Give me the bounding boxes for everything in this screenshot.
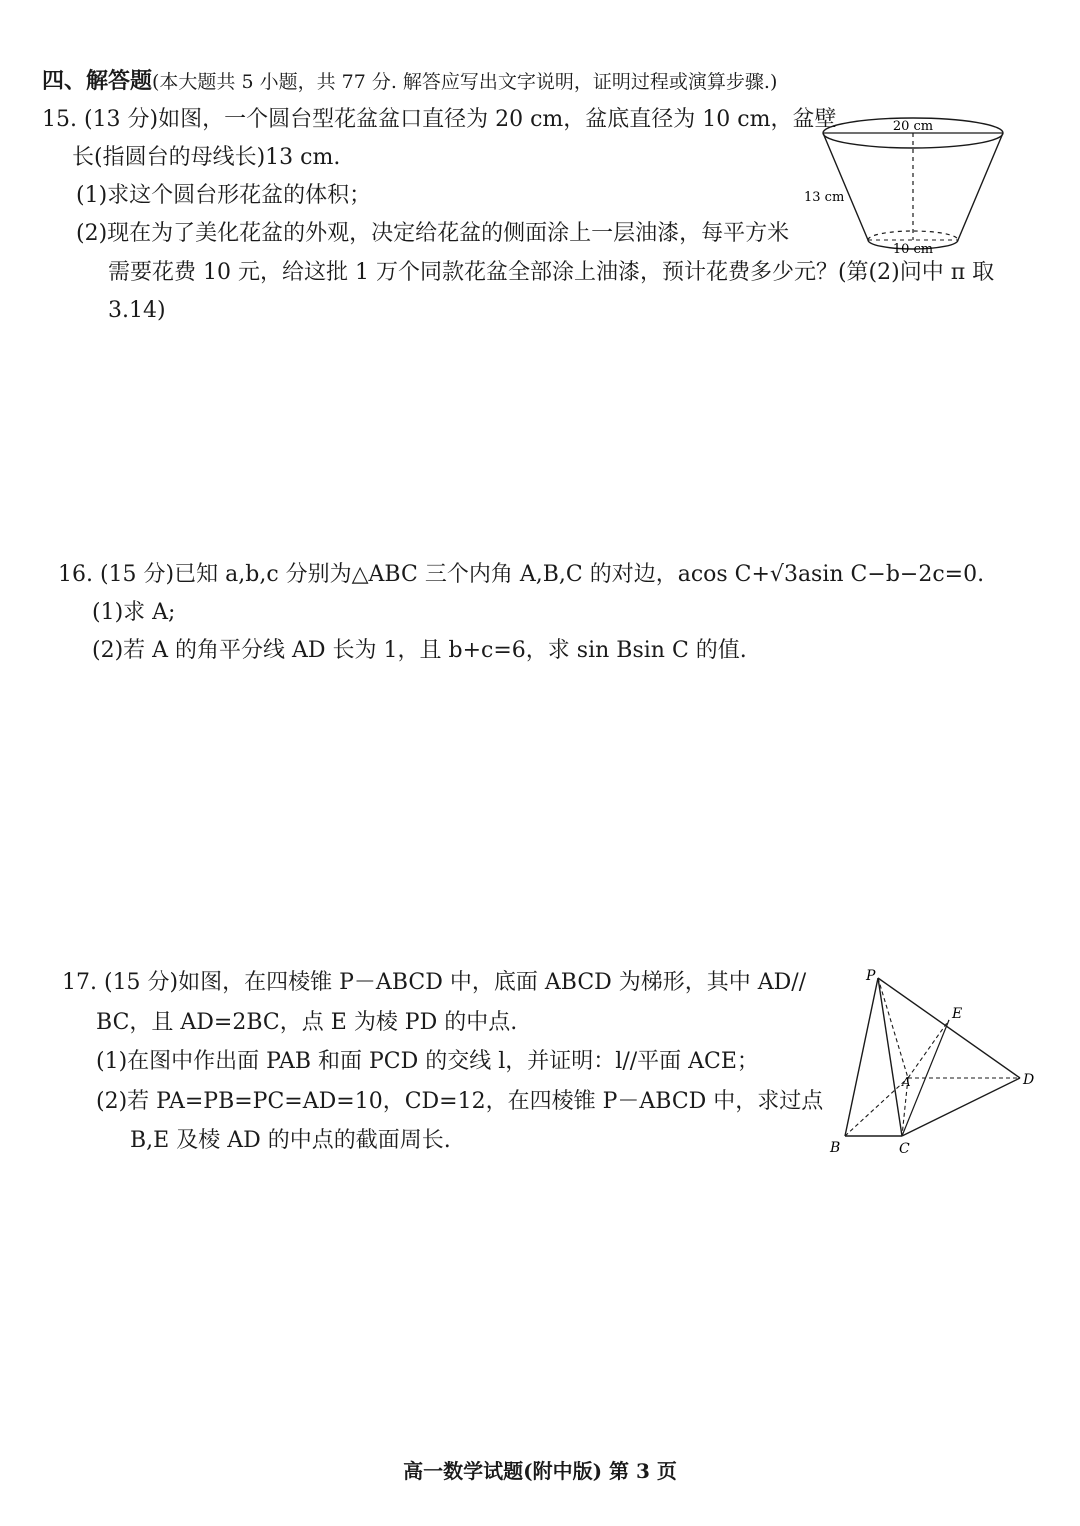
q17-part1: (1)在图中作出面 PAB 和面 PCD 的交线 l，并证明：l//平面 ACE； (96, 1049, 759, 1074)
frustum-side-label: 13 cm (804, 190, 845, 205)
page-footer: 高一数学试题(附中版) 第 3 页 (403, 1459, 677, 1483)
q15-line1: 15. (13 分)如图，一个圆台型花盆盆口直径为 20 cm，盆底直径为 10 cm，盆壁 (42, 107, 837, 132)
label-E: E (952, 1006, 963, 1022)
q17-line2: BC，且 AD=2BC，点 E 为棱 PD 的中点. (96, 1010, 518, 1035)
q17-line1: 17. (15 分)如图，在四棱锥 P－ABCD 中，底面 ABCD 为梯形，其中 AD// (62, 970, 807, 995)
label-A: A (902, 1075, 911, 1089)
q17-part2-line1: (2)若 PA=PB=PC=AD=10，CD=12，在四棱锥 P－ABCD 中，求过点 (96, 1089, 824, 1114)
q15-part1: (1)求这个圆台形花盆的体积； (76, 183, 372, 208)
q15-part2-line2: 需要花费 10 元，给这批 1 万个同款花盆全部涂上油漆，预计花费多少元？(第(2)问中 π 取 (108, 260, 995, 285)
frustum-top-label: 20 cm (892, 119, 934, 134)
label-D: D (1023, 1072, 1035, 1088)
q16-part1: (1)求 A; (92, 600, 176, 625)
frustum-figure (790, 100, 1030, 265)
section-note: (本大题共 5 小题，共 77 分. 解答应写出文字说明，证明过程或演算步骤.) (152, 71, 778, 93)
section-header (42, 66, 777, 97)
label-B: B (830, 1140, 841, 1156)
pyramid-figure (820, 960, 1040, 1160)
q16-line1: 16. (15 分)已知 a,b,c 分别为△ABC 三个内角 A,B,C 的对边，acos C+√3asin C−b−2c=0. (58, 562, 985, 587)
q16-part2: (2)若 A 的角平分线 AD 长为 1，且 b+c=6，求 sin Bsin C 的值. (92, 638, 747, 663)
q15-part2-line1: (2)现在为了美化花盆的外观，决定给花盆的侧面涂上一层油漆，每平方米 (76, 221, 790, 246)
q15-part2-line3: 3.14) (108, 298, 166, 323)
label-C: C (899, 1141, 910, 1157)
q15-line2: 长(指圆台的母线长)13 cm. (72, 145, 341, 170)
label-P: P (866, 968, 876, 984)
frustum-bottom-label: 10 cm (892, 242, 934, 257)
section-title: 四、解答题 (42, 68, 153, 94)
q17-part2-line2: B,E 及棱 AD 的中点的截面周长. (130, 1128, 451, 1153)
